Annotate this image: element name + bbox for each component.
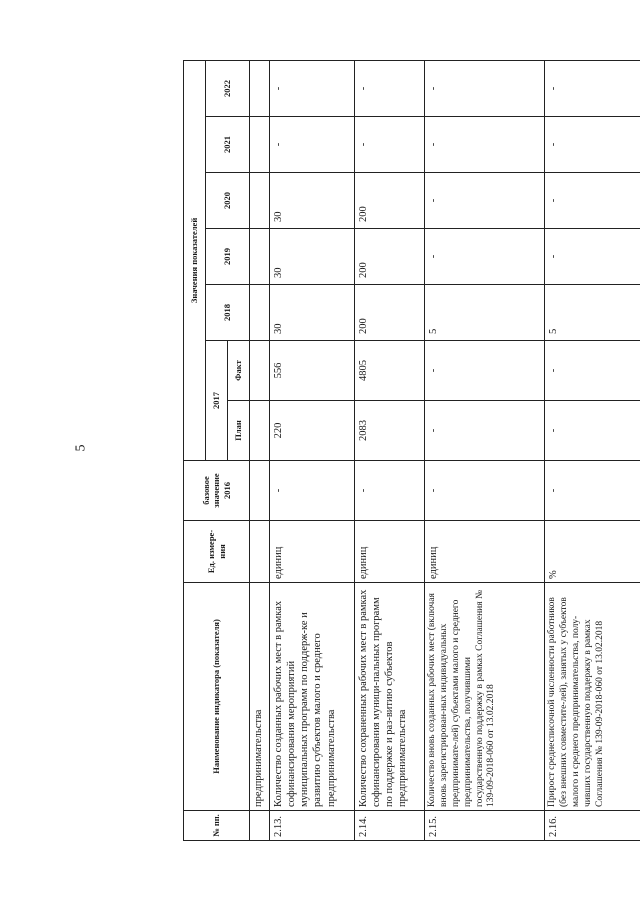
indicator-table-container xyxy=(183,61,623,841)
header-values-group: Значения показателей xyxy=(184,60,206,460)
row-2019: 200 xyxy=(355,229,425,285)
row-fact: - xyxy=(425,341,545,401)
header-plan: План xyxy=(228,401,250,461)
row-2018: 5 xyxy=(425,285,545,341)
header-fact: Факт xyxy=(228,341,250,401)
table-row xyxy=(355,60,425,840)
row-unit: единиц xyxy=(270,521,355,583)
table-row xyxy=(545,60,640,840)
row-2020: - xyxy=(425,173,545,229)
row-2021: - xyxy=(355,117,425,173)
row-2022: - xyxy=(545,60,640,116)
row-name: Количество вновь созданных рабочих мест (включая вновь зарегистрирован-ных индивидуальных предпринимате-лей) субъектами малого и среднего предпринимательства, получившими государственную поддержку в рамках Соглашения № 139-09-2018-060 от 13.02.2018 xyxy=(425,583,545,811)
row-plan: - xyxy=(545,401,640,461)
row-base: - xyxy=(545,461,640,521)
row-plan: 2083 xyxy=(355,401,425,461)
row-base: - xyxy=(425,461,545,521)
row-unit: % xyxy=(545,521,640,583)
row-name: Прирост среднесписочной численности работников (без внешних совместите-лей), занятых у субъектов малого и среднего предпринимательства, полу-чивших государственную поддержку в рамках Соглашения № 139-09-2018-060 от 13.02.2018 xyxy=(545,583,640,811)
header-unit: Ед. измере-ния xyxy=(184,521,250,583)
row-2021: - xyxy=(270,117,355,173)
header-year-2017: 2017 xyxy=(206,341,228,461)
row-2022: - xyxy=(355,60,425,116)
row-plan: - xyxy=(425,401,545,461)
continuation-text: предпринимательства xyxy=(250,583,270,811)
row-2018: 5 xyxy=(545,285,640,341)
header-year-2019: 2019 xyxy=(206,229,250,285)
row-2020: 200 xyxy=(355,173,425,229)
row-2022: - xyxy=(425,60,545,116)
page-number: 5 xyxy=(73,444,89,452)
row-name: Количество созданных рабочих мест в рамках софинансирования мероприятий муниципальных программ по поддерж-ке и развитию субъектов малого и среднего предпринимательства xyxy=(270,583,355,811)
header-year-2018: 2018 xyxy=(206,285,250,341)
row-base: - xyxy=(355,461,425,521)
row-2020: 30 xyxy=(270,173,355,229)
header-year-2022: 2022 xyxy=(206,60,250,116)
row-2021: - xyxy=(545,117,640,173)
row-fact: - xyxy=(545,341,640,401)
row-fact: 4805 xyxy=(355,341,425,401)
table-row xyxy=(425,60,545,840)
row-2019: 30 xyxy=(270,229,355,285)
row-2021: - xyxy=(425,117,545,173)
row-2019: - xyxy=(545,229,640,285)
indicator-table xyxy=(183,60,640,841)
row-num: 2.15. xyxy=(425,811,545,841)
row-unit: единиц xyxy=(425,521,545,583)
continuation-row xyxy=(250,60,270,840)
header-year-2020: 2020 xyxy=(206,173,250,229)
row-2018: 200 xyxy=(355,285,425,341)
row-num: 2.14. xyxy=(355,811,425,841)
row-fact: 556 xyxy=(270,341,355,401)
header-num: № пп. xyxy=(184,811,250,841)
row-base: - xyxy=(270,461,355,521)
header-year-2021: 2021 xyxy=(206,117,250,173)
row-2020: - xyxy=(545,173,640,229)
header-name: Наименование индикатора (показателя) xyxy=(184,583,250,811)
row-2018: 30 xyxy=(270,285,355,341)
row-unit: единиц xyxy=(355,521,425,583)
row-num: 2.13. xyxy=(270,811,355,841)
row-num: 2.16. xyxy=(545,811,640,841)
row-name: Количество сохраненных рабочих мест в рамках софинансирования муници-пальных программ по поддержке и раз-витию субъектов предпринимательства xyxy=(355,583,425,811)
header-base: базовое значение 2016 xyxy=(184,461,250,521)
row-plan: 220 xyxy=(270,401,355,461)
row-2019: - xyxy=(425,229,545,285)
row-2022: - xyxy=(270,60,355,116)
table-row xyxy=(270,60,355,840)
